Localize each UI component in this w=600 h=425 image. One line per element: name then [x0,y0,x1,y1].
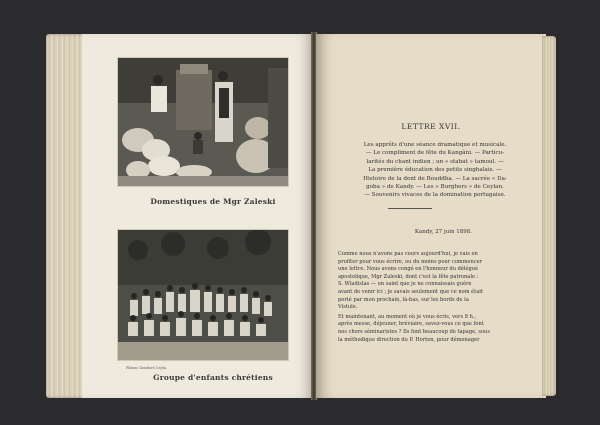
paragraph-2 [338,314,520,344]
body-line: la méthodique direction du P. Horten, pour démenager [338,336,480,343]
letter-title: LETTRE XVII. [401,122,461,131]
servants-photo-illustration [118,58,288,186]
caption-children: Groupe d'enfants chrétiens [153,373,273,382]
dateline: Kandy, 27 juin 1898. [414,229,472,235]
page-edges-left [46,34,86,398]
summary-line: — Le compliment de fête du Kangâni. — Particu- [365,150,505,157]
body-line: Vistule. [338,304,358,311]
summary-line: larités du chant indien ; un « stabat » tamoul. — [366,158,504,165]
summary-line: Histoire de la dent de Bouddha. — La sacrée « Da- [363,175,507,182]
body-line: une lettre. Nous avons congé en l'honneur du délégué [338,266,479,273]
summary-line: goba » de Kandy. — Les « Burghers » de Ceylan. [366,184,504,191]
letter-body [338,251,520,346]
children-photo-illustration [118,230,288,360]
body-line: Comme nous n'avons pas cours aujourd'hui, je vais en [338,251,478,257]
photo-children-group [118,230,288,360]
body-line: S. Wladislas — un saint que je ne connaissais guère [338,281,472,288]
body-line: porté par mon prochain, là-bas, sur les bords de la [338,296,469,303]
body-line: avant de venir ici ; je savais seulement que ce nom était [338,288,483,295]
body-line: profiter pour vous écrire, ou du moins pour commencer [338,258,483,265]
summary-line: — Souvenirs vivaces de la domination portugaise. [364,192,506,199]
body-line: après messe, déjeuner, bréviaire, savez-vous ce que font [338,321,484,328]
body-line: apostolique, Mgr Zaleski, dont c'est la fête patronale : [338,273,479,280]
body-line: Et maintenant, au moment où je vous écris, vers 8 h., [338,313,477,320]
body-line: nos chers séminaristes ? Ils font beaucoup de tapage, sous [338,328,490,335]
photo-credit: Platon Cumberé Ceyla. [126,366,167,370]
divider-rule [388,208,432,209]
page-edges-right [542,36,556,396]
caption-servants: Domestiques de Mgr Zaleski [150,197,276,206]
photo-servants [118,58,288,186]
summary-line: Les apprêts d'une séance dramatique et musicale. [363,142,507,148]
paragraph-1 [338,251,520,312]
summary-line: La première éducation des petits singhalais. — [368,167,502,174]
letter-summary [338,141,532,200]
